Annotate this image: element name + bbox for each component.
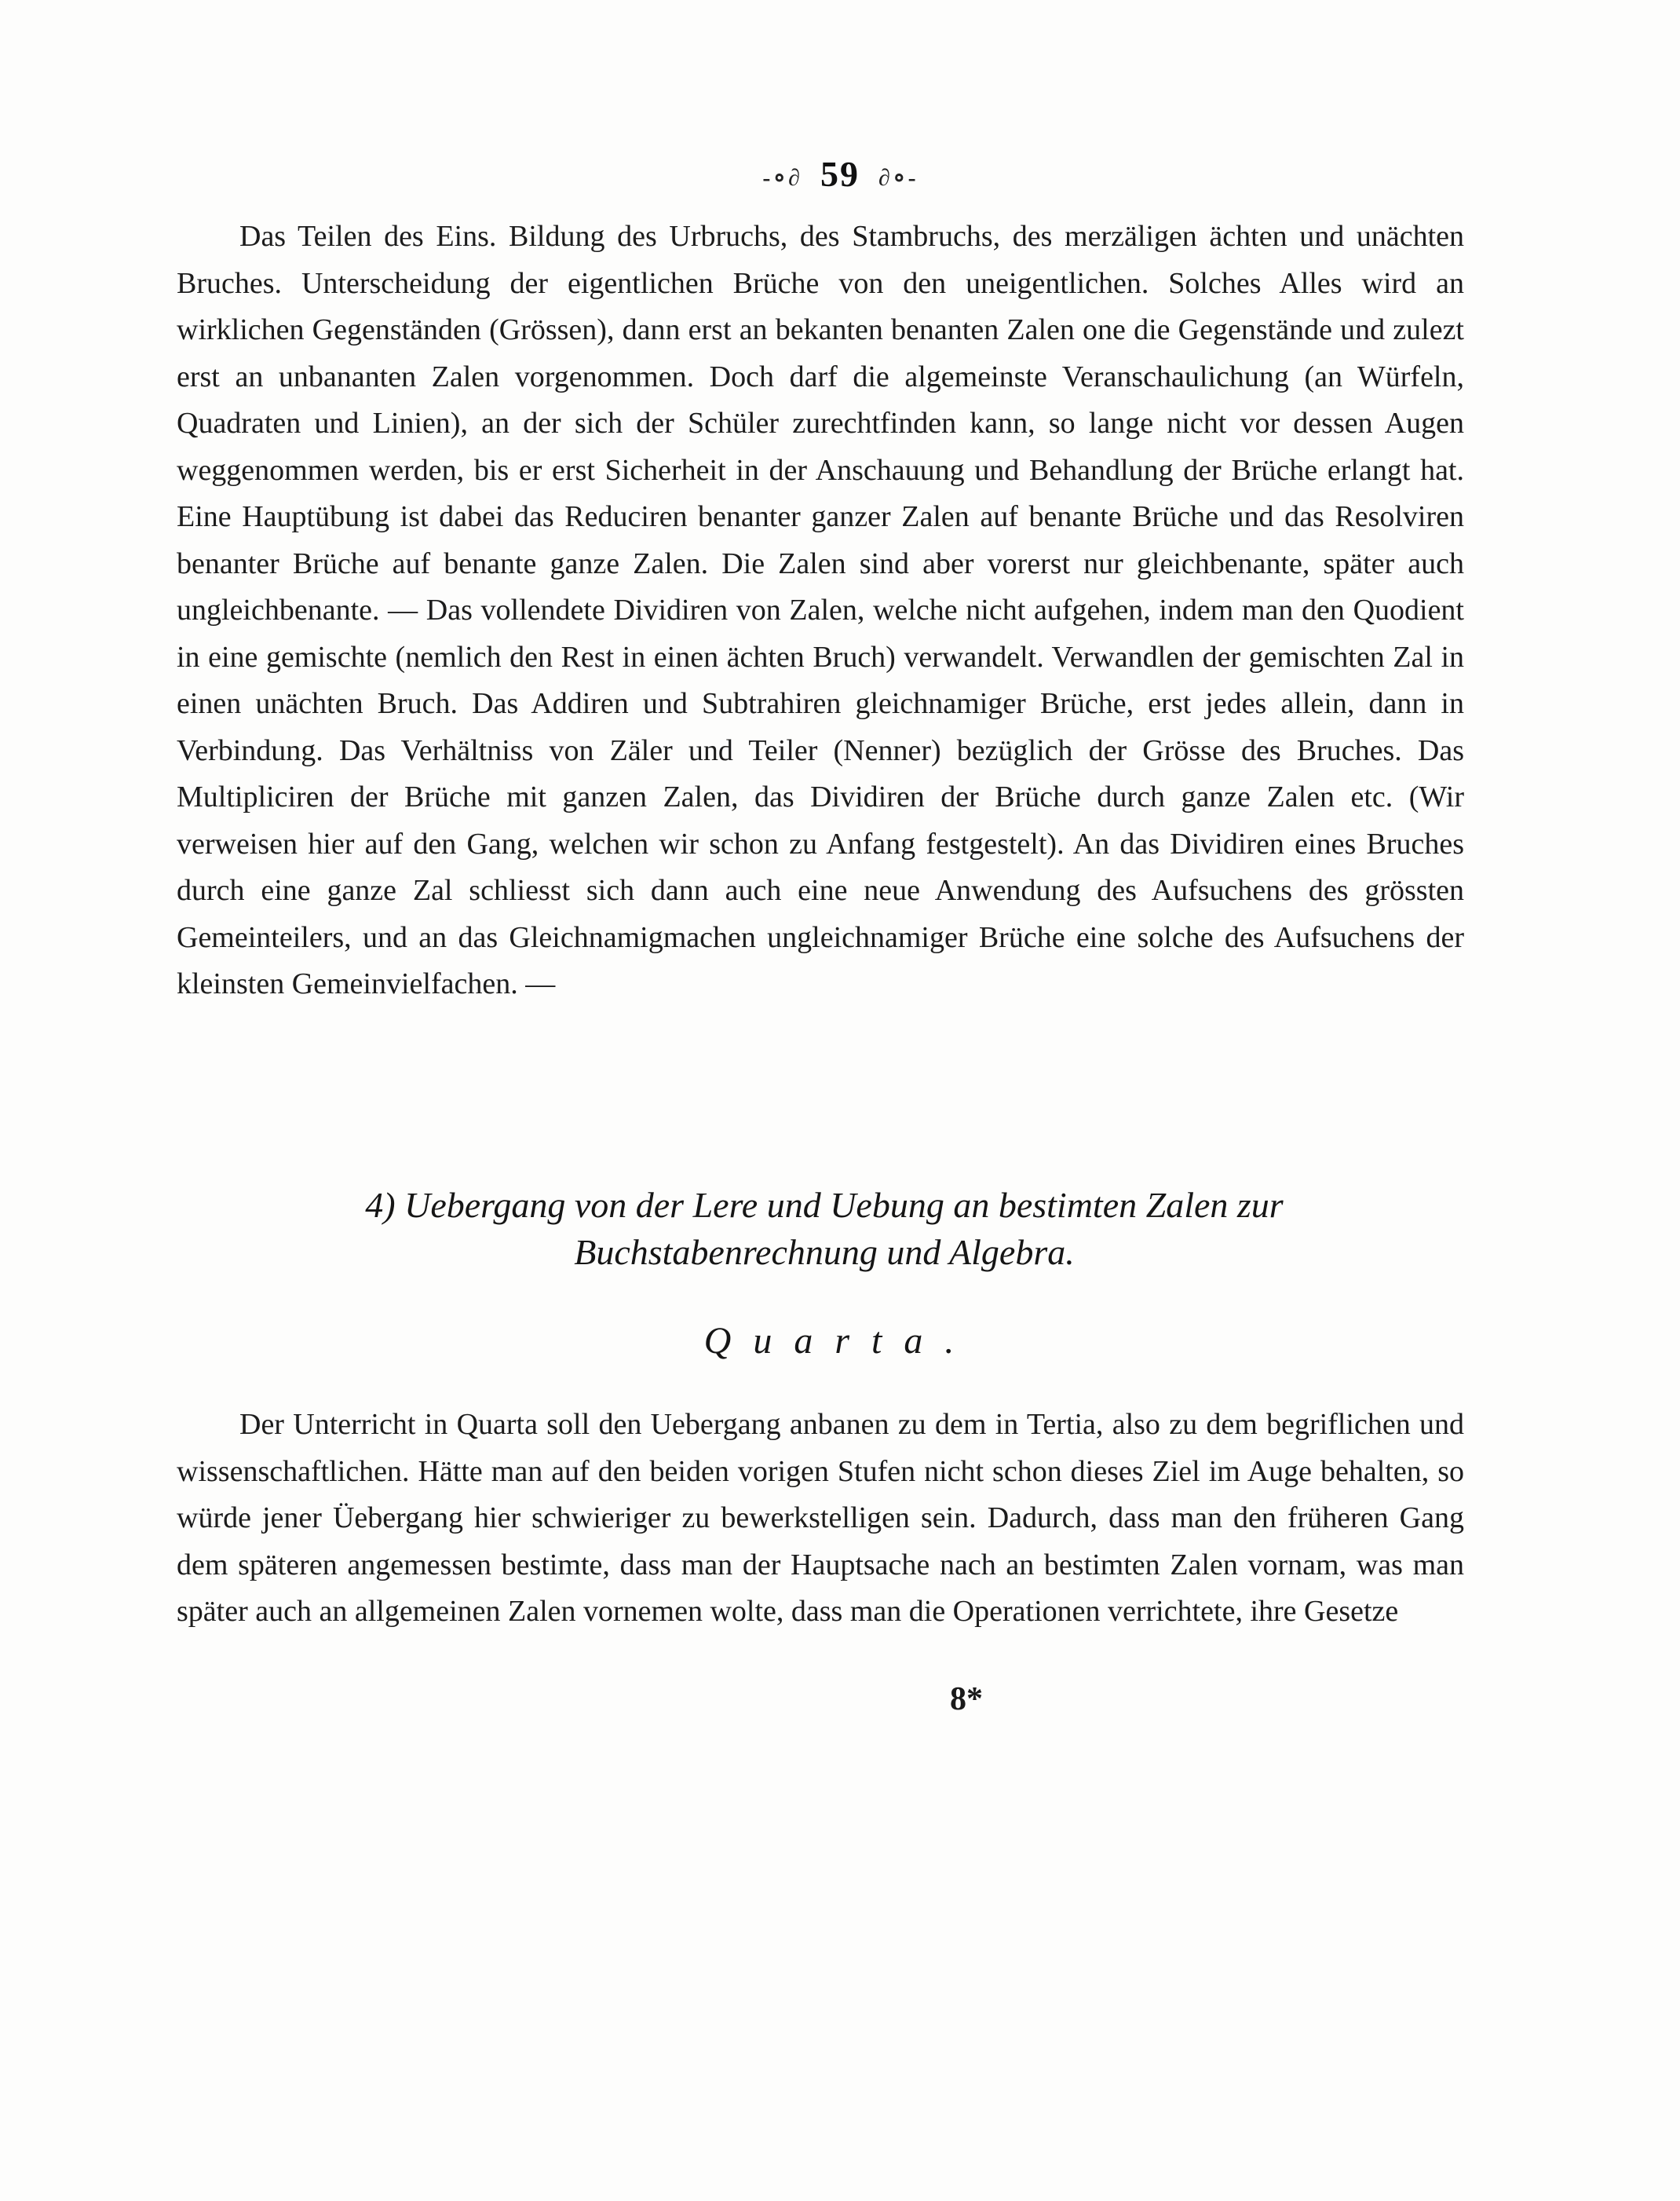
left-ornament: -∘∂	[762, 164, 802, 191]
page-number: 59	[820, 154, 860, 194]
subheading-quarta: Quarta.	[703, 1320, 977, 1362]
printer-signature: 8*	[950, 1681, 983, 1717]
right-ornament: ∂∘-	[878, 164, 918, 191]
paragraph-2-text: Der Unterricht in Quarta soll den Uebergang anbanen zu dem in Tertia, also zu dem begriflichen und wissenschaftlichen. Hätte man auf den beiden vorigen Stufen nicht schon dieses Ziel im Auge behalten, so würde jener Üebergang hier schwieriger zu bewerkstelligen sein. Dadurch, dass man den früheren Gang dem späteren angemessen bestimte, dass man der Hauptsache nach an bestimten Zalen vornam, was man später auch an allgemeinen Zalen vornemen wolte, dass man die Operationen verrichtete, ihre Gesetze	[177, 1408, 1464, 1628]
paragraph-1-text: Das Teilen des Eins. Bildung des Urbruchs, des Stambruchs, des merzäligen ächten und unächten Bruches. Unterscheidung der eigentlichen Brüche von den uneigentlichen. Solches Alles wird an wirklichen Gegenständen (Grössen), dann erst an bekanten benanten Zalen one die Gegenstände und zulezt erst an unbananten Zalen vorgenommen. Doch darf die algemeinste Veranschaulichung (an Würfeln, Quadraten und Linien), an der sich der Schüler zurechtfinden kann, so lange nicht vor dessen Augen weggenommen werden, bis er erst Sicherheit in der Anschauung und Behandlung der Brüche erlangt hat. Eine Hauptübung ist dabei das Reduciren benanter ganzer Zalen auf benante Brüche und das Resolviren benanter Brüche auf benante ganze Zalen. Die Zalen sind aber vorerst nur gleichbenante, später auch ungleichbenante. — Das vollendete Dividiren von Zalen, welche nicht aufgehen, indem man den Quodient in eine gemischte (nemlich den Rest in einen ächten Bruch) verwandelt. Verwandlen der gemischten Zal in einen unächten Bruch. Das Addiren und Subtrahiren gleichnamiger Brüche, erst jedes allein, dann in Verbindung. Das Verhältniss von Zäler und Teiler (Nenner) bezüglich der Grösse des Bruches. Das Multipliciren der Brüche mit ganzen Zalen, das Dividiren der Brüche durch ganze Zalen etc. (Wir verweisen hier auf den Gang, welchen wir schon zu Anfang festgestelt). An das Dividiren eines Bruches durch eine ganze Zal schliesst sich dann auch eine neue Anwendung des Aufsuchens des grössten Gemeinteilers, und an das Gleichnamigmachen ungleichnamiger Brüche eine solche des Aufsuchens der kleinsten Gemeinvielfachen. —	[177, 220, 1464, 1000]
section-heading: 4) Uebergang von der Lere und Uebung an bestimten Zalen zur Buchstabenrechnung und Algebra.	[365, 1185, 1284, 1272]
paragraph-quarta	[177, 1402, 1464, 1636]
page-header	[0, 153, 1680, 195]
paragraph-fractions	[177, 214, 1464, 1008]
